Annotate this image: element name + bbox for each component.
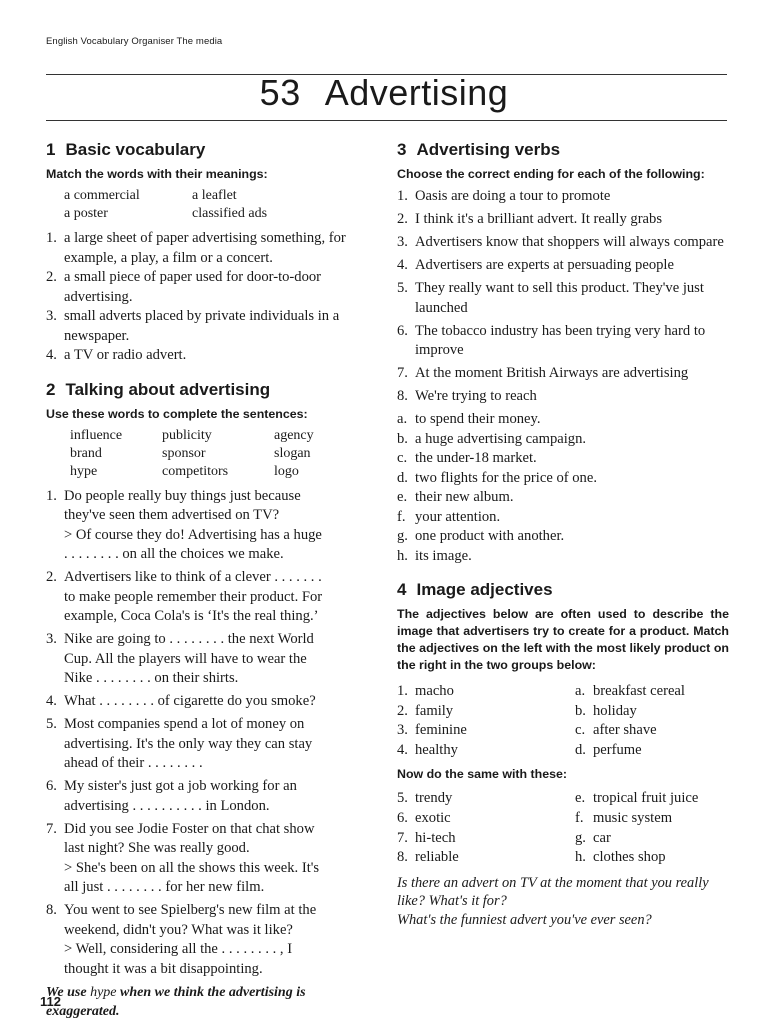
exercise-item: [397, 387, 729, 407]
section-advertising-verbs: [397, 140, 729, 566]
product: car: [593, 829, 611, 846]
adjective-item: [397, 848, 575, 868]
sentence-list: [46, 487, 366, 980]
item-letter: h.: [397, 547, 408, 564]
item-line: weekend, didn't you? What was it like?: [64, 921, 293, 938]
exercise-item: [46, 630, 366, 689]
item-text: I think it's a brilliant advert. It really grabs: [415, 211, 663, 227]
word-box-item: a commercial: [64, 188, 140, 203]
item-number: 4.: [46, 347, 57, 363]
group-2-instruction: Now do the same with these:: [397, 767, 568, 782]
matching-group-1: [397, 682, 729, 760]
section-title: Image adjectives: [416, 580, 553, 599]
item-line: ahead of their . . . . . . . .: [64, 755, 203, 771]
item-line: example, Coca Cola's is ‘It's the real thing.’: [64, 608, 319, 624]
running-head: English Vocabulary Organiser The media: [46, 36, 223, 47]
exercise-item: [397, 256, 729, 276]
item-letter: b.: [575, 702, 586, 719]
product: perfume: [593, 741, 642, 758]
item-text: two flights for the price of one.: [415, 469, 597, 486]
adjective: reliable: [415, 849, 459, 866]
product: holiday: [593, 702, 637, 719]
item-text: your attention.: [415, 508, 501, 525]
section-title: Basic vocabulary: [65, 140, 206, 159]
matching-group-2: [397, 789, 729, 867]
exercise-item: [46, 307, 366, 346]
item-line: What . . . . . . . . of cigarette do you smoke?: [64, 693, 316, 709]
word-box: [64, 187, 366, 223]
exercise-item: [397, 547, 729, 567]
item-letter: f.: [397, 508, 406, 525]
exercise-item: [397, 187, 729, 207]
adjective-item: [397, 702, 575, 722]
word-box-item: sponsor: [162, 445, 206, 461]
exercise-item: [46, 777, 366, 816]
exercise-item: [397, 233, 729, 253]
item-number: 3.: [46, 308, 57, 324]
section-title: Talking about advertising: [65, 379, 271, 399]
product: clothes shop: [593, 849, 666, 866]
item-line: all just . . . . . . . . for her new film.: [64, 879, 265, 895]
item-letter: d.: [575, 741, 586, 758]
item-letter: e.: [397, 489, 408, 505]
item-line: advertising. It's the only way they can stay: [64, 735, 313, 752]
exercise-item: [397, 279, 729, 318]
item-line: Most companies spend a lot of money on: [64, 716, 305, 732]
product: after shave: [593, 722, 657, 739]
note-text: when we think the advertising is exaggerated.: [46, 984, 306, 1019]
exercise-item: [397, 527, 729, 547]
product-item: [575, 829, 725, 849]
word-box-item: hype: [70, 463, 98, 479]
adjective: hi-tech: [415, 829, 456, 846]
item-letter: c.: [575, 722, 586, 739]
adjective: macho: [415, 683, 454, 699]
section-title: Advertising verbs: [416, 140, 561, 159]
item-letter: h.: [575, 849, 586, 866]
adjective: exotic: [415, 809, 451, 826]
item-letter: e.: [575, 790, 586, 807]
product-item: [575, 809, 725, 829]
item-line: You went to see Spielberg's new film at the: [64, 902, 317, 918]
item-letter: a.: [397, 411, 408, 427]
item-text: a small piece of paper used for door-to-door advertising.: [64, 269, 322, 305]
exercise-item: [46, 229, 366, 268]
exercise-item: [46, 901, 366, 979]
item-number: 3.: [46, 631, 57, 647]
item-number: 4.: [46, 693, 57, 709]
item-text: Advertisers know that shoppers will always compare: [415, 234, 724, 250]
adjective-item: [397, 809, 575, 829]
word-box-item: classified ads: [192, 206, 268, 221]
item-number: 2.: [46, 269, 57, 285]
unit-number: 53: [259, 72, 301, 113]
word-box-item: a poster: [64, 206, 108, 221]
page-number: 112: [40, 994, 61, 1009]
item-text: At the moment British Airways are advertising: [415, 365, 689, 381]
item-number: 1.: [397, 188, 408, 204]
item-number: 7.: [46, 820, 57, 837]
item-line: My sister's just got a job working for an: [64, 778, 297, 794]
item-number: 3.: [397, 722, 408, 739]
exercise-item: [397, 488, 729, 508]
item-line: to make people remember their product. For: [64, 588, 323, 605]
item-text: Oasis are doing a tour to promote: [415, 188, 611, 204]
section-instruction: Use these words to complete the sentences:: [46, 406, 308, 421]
item-text: to spend their money.: [415, 411, 541, 427]
word-box-item: publicity: [162, 427, 212, 443]
item-line: . . . . . . . . on all the choices we make.: [64, 546, 284, 562]
item-line: Nike . . . . . . . . on their shirts.: [64, 670, 239, 686]
product: breakfast cereal: [593, 683, 685, 699]
item-line: Nike are going to . . . . . . . . the next World: [64, 631, 314, 647]
section-number: 1: [46, 140, 56, 159]
section-number: 2: [46, 379, 56, 399]
adjective-item: [397, 682, 575, 702]
note-keyword: hype: [90, 984, 117, 1000]
item-text: a TV or radio advert.: [64, 347, 187, 363]
item-text: Advertisers are experts at persuading people: [415, 257, 674, 273]
left-column: [46, 140, 366, 1021]
item-text: The tobacco industry has been trying very hard to improve: [415, 322, 706, 358]
exercise-item: [397, 430, 729, 450]
item-text: the under-18 market.: [415, 450, 537, 466]
item-line: > She's been on all the shows this week. It's: [64, 859, 320, 876]
item-number: 2.: [397, 211, 408, 227]
item-text: a huge advertising campaign.: [415, 430, 587, 447]
title-rule-bottom: [46, 120, 727, 121]
discussion-question: Is there an advert on TV at the moment that you really like? What's it for?: [397, 874, 709, 910]
unit-title: Advertising: [324, 72, 509, 113]
section-basic-vocabulary: [46, 140, 366, 366]
item-letter: d.: [397, 469, 408, 486]
item-line: thought it was a bit disappointing.: [64, 960, 263, 977]
item-text: They really want to sell this product. They've just launched: [415, 280, 704, 316]
note-text: We use: [46, 984, 91, 1000]
section-number: 3: [397, 140, 407, 159]
item-line: Cup. All the players will have to wear the: [64, 650, 307, 667]
item-letter: b.: [397, 430, 408, 447]
item-line: they've seen them advertised on TV?: [64, 507, 280, 523]
section-image-adjectives: [397, 580, 729, 929]
exercise-item: [397, 210, 729, 230]
definition-list: [46, 229, 366, 366]
item-letter: c.: [397, 450, 408, 466]
page-title: [0, 72, 768, 114]
item-number: 4.: [397, 741, 408, 758]
word-box-item: influence: [70, 427, 123, 443]
item-line: advertising . . . . . . . . . . in London.: [64, 797, 270, 814]
item-text: small adverts placed by private individuals in a newspaper.: [64, 308, 340, 344]
word-box-item: a leaflet: [192, 188, 237, 203]
item-line: Advertisers like to think of a clever . . . . . . .: [64, 569, 322, 585]
item-text: a large sheet of paper advertising something, for example, a play, a film or a concert.: [64, 230, 346, 266]
exercise-item: [46, 820, 366, 898]
item-line: Do people really buy things just because: [64, 487, 301, 504]
product-item: [575, 682, 725, 702]
item-number: 5.: [46, 716, 57, 732]
product-item: [575, 741, 725, 761]
section-number: 4: [397, 580, 407, 599]
exercise-item: [397, 364, 729, 384]
item-letter: a.: [575, 683, 586, 699]
item-number: 1.: [46, 487, 57, 504]
product-item: [575, 789, 725, 809]
exercise-item: [46, 692, 366, 712]
item-line: Did you see Jodie Foster on that chat show: [64, 820, 315, 837]
item-number: 7.: [397, 829, 408, 846]
item-text: one product with another.: [415, 528, 565, 544]
item-letter: g.: [397, 528, 408, 544]
product: tropical fruit juice: [593, 790, 699, 807]
section-instruction: Choose the correct ending for each of the following:: [397, 167, 705, 181]
word-box-item: competitors: [162, 463, 229, 479]
item-text: We're trying to reach: [415, 388, 537, 404]
item-number: 6.: [46, 778, 57, 794]
exercise-item: [46, 268, 366, 307]
section-instruction: The adjectives below are often used to describe the image that advertisers try to create for a product. Match the adjectives on the left with the most likely product on the right in the two groups below:: [397, 607, 729, 672]
product: music system: [593, 809, 673, 826]
right-column: [397, 140, 729, 929]
exercise-item: [46, 568, 366, 627]
adjective-item: [397, 741, 575, 761]
item-number: 8.: [397, 849, 408, 866]
item-number: 7.: [397, 365, 408, 381]
exercise-item: [46, 346, 366, 366]
word-box-item: slogan: [274, 445, 311, 461]
section-instruction: Match the words with their meanings:: [46, 167, 268, 181]
adjective: family: [415, 702, 454, 719]
item-number: 5.: [397, 280, 408, 296]
item-text: their new album.: [415, 489, 514, 505]
section-heading: [397, 140, 729, 160]
section-heading: [397, 580, 729, 600]
discussion-question: What's the funniest advert you've ever seen?: [397, 911, 652, 928]
adjective: feminine: [415, 722, 467, 739]
item-number: 1.: [397, 683, 408, 699]
exercise-item: [397, 469, 729, 489]
item-number: 6.: [397, 809, 408, 826]
hype-note: [46, 983, 366, 1021]
product-item: [575, 848, 725, 868]
item-number: 4.: [397, 257, 408, 273]
item-number: 8.: [46, 902, 57, 918]
section-heading: [46, 380, 366, 400]
item-number: 3.: [397, 234, 408, 250]
adjective-item: [397, 721, 575, 741]
item-line: > Of course they do! Advertising has a huge: [64, 526, 322, 543]
exercise-item: [46, 487, 366, 565]
item-number: 6.: [397, 322, 408, 339]
word-box-item: agency: [274, 427, 314, 443]
ending-list: [397, 410, 729, 566]
word-box: [70, 427, 366, 481]
exercise-item: [397, 449, 729, 469]
item-letter: g.: [575, 829, 586, 846]
adjective-item: [397, 789, 575, 809]
product-item: [575, 702, 725, 722]
adjective-item: [397, 829, 575, 849]
exercise-item: [46, 715, 366, 774]
item-line: last night? She was really good.: [64, 840, 250, 856]
exercise-item: [397, 322, 729, 361]
adjective: healthy: [415, 741, 458, 758]
exercise-item: [397, 508, 729, 528]
item-number: 2.: [397, 702, 408, 719]
item-number: 5.: [397, 790, 408, 807]
item-letter: f.: [575, 809, 584, 826]
sentence-stem-list: [397, 187, 729, 407]
section-talking-about-advertising: [46, 380, 366, 1021]
exercise-item: [397, 410, 729, 430]
item-number: 8.: [397, 388, 408, 404]
word-box-item: brand: [70, 445, 102, 461]
section-heading: [46, 140, 366, 160]
product-item: [575, 721, 725, 741]
word-box-item: logo: [274, 463, 299, 479]
adjective: trendy: [415, 790, 453, 807]
item-number: 1.: [46, 230, 57, 246]
item-line: > Well, considering all the . . . . . . . . , I: [64, 941, 293, 957]
item-text: its image.: [415, 547, 472, 564]
item-number: 2.: [46, 569, 57, 585]
